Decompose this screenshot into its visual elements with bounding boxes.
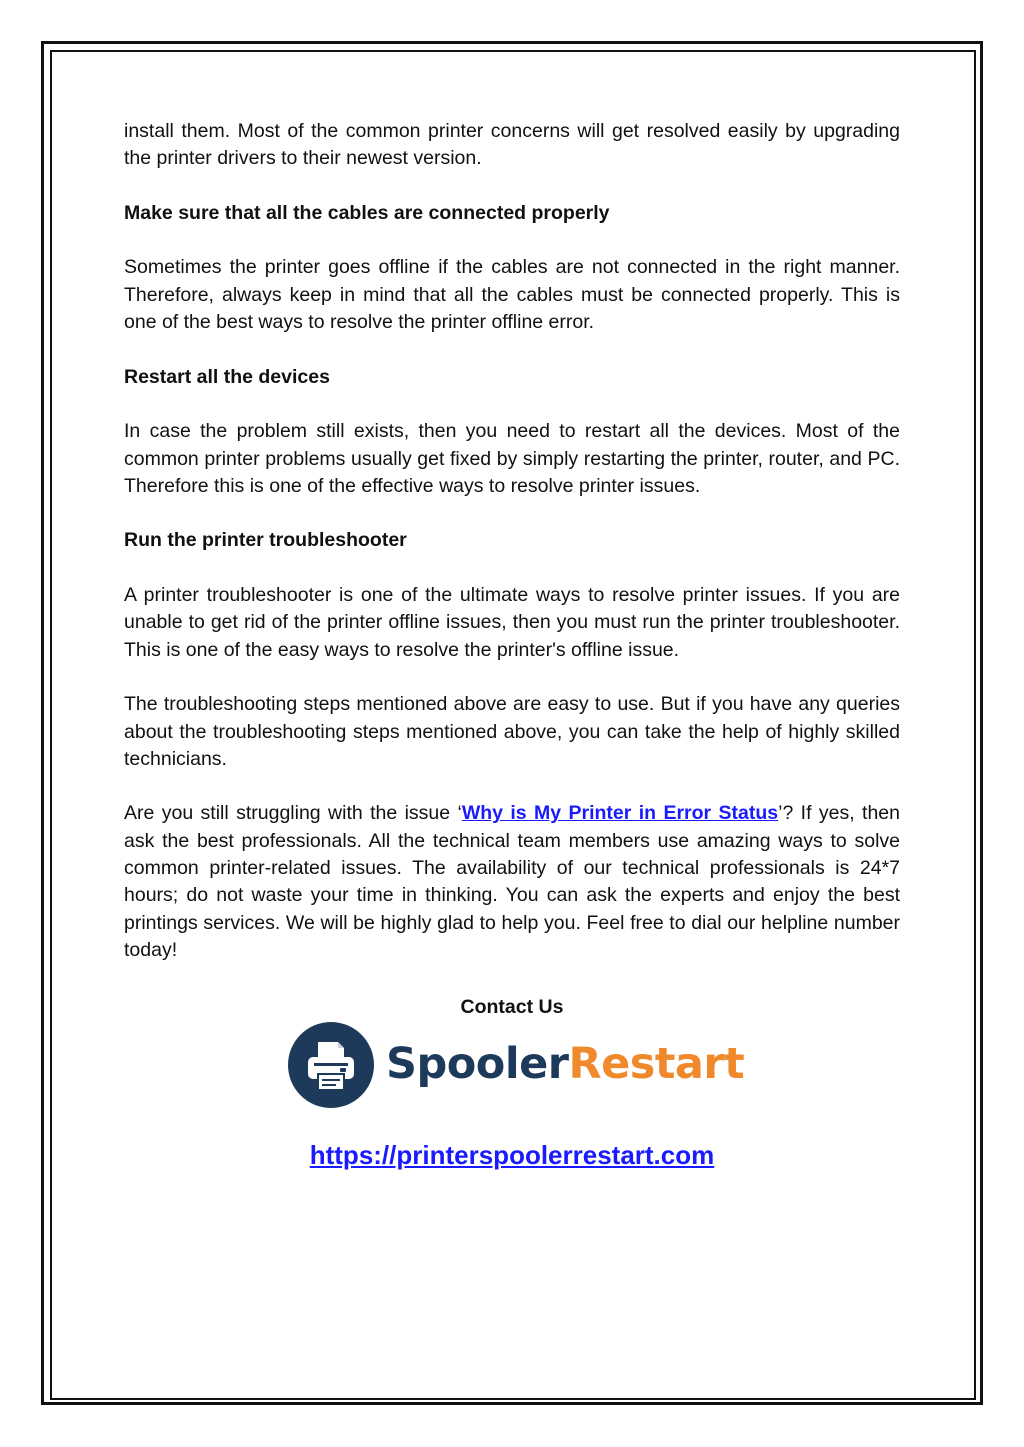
logo-text-spooler: Spooler: [386, 1039, 569, 1089]
section-body-troubleshooter: A printer troubleshooter is one of the ultimate ways to resolve printer issues. If you are unable to get rid of the printer offline issues, then you must run the printer troubleshooter. This is one of the easy ways to resolve the printer's offline issue.: [124, 584, 900, 661]
closing-paragraph: [124, 800, 900, 964]
section-heading-restart: Restart all the devices: [124, 365, 330, 388]
section-heading-troubleshooter: Run the printer troubleshooter: [124, 529, 407, 552]
section-body-restart: In case the problem still exists, then you need to restart all the devices. Most of the common printer problems usually get fixed by simply restarting the printer, router, and PC. Therefore this is one of the effective ways to resolve printer issues.: [124, 420, 900, 497]
intro-paragraph: install them. Most of the common printer concerns will get resolved easily by upgrading the printer drivers to their newest version.: [124, 120, 900, 170]
spoolerrestart-logo: [288, 1022, 748, 1110]
section-body-cables: Sometimes the printer goes offline if the cables are not connected in the right manner. Therefore, always keep in mind that all the cables must be connected properly. This is one of the best ways to resolve the printer offline error.: [124, 256, 900, 334]
summary-paragraph: The troubleshooting steps mentioned above are easy to use. But if you have any queries about the troubleshooting steps mentioned above, you can take the help of highly skilled technicians.: [124, 693, 900, 770]
printer-icon: [288, 1022, 374, 1108]
logo-text-restart: Restart: [568, 1039, 745, 1089]
logo-wordmark: [386, 1034, 744, 1094]
contact-heading: Contact Us: [460, 996, 564, 1018]
closing-text-before-link: Are you still struggling with the issue ‘: [124, 802, 462, 825]
section-heading-cables: Make sure that all the cables are connected properly: [124, 201, 610, 224]
error-status-link[interactable]: Why is My Printer in Error Status: [461, 802, 779, 825]
logo-circle: [288, 1022, 374, 1108]
closing-text-after-link: ’? If yes, then ask the best professionals. All the technical team members use amazing ways to solve common printer-related issues. The availability of our technical professionals is 24*7 hours; do not waste your time in thinking. You can ask the experts and enjoy the best printings services. We will be highly glad to help you. Feel free to dial our helpline number today!: [124, 802, 900, 961]
website-url-link[interactable]: https://printerspoolerrestart.com: [309, 1140, 715, 1170]
document-body: [124, 118, 900, 992]
